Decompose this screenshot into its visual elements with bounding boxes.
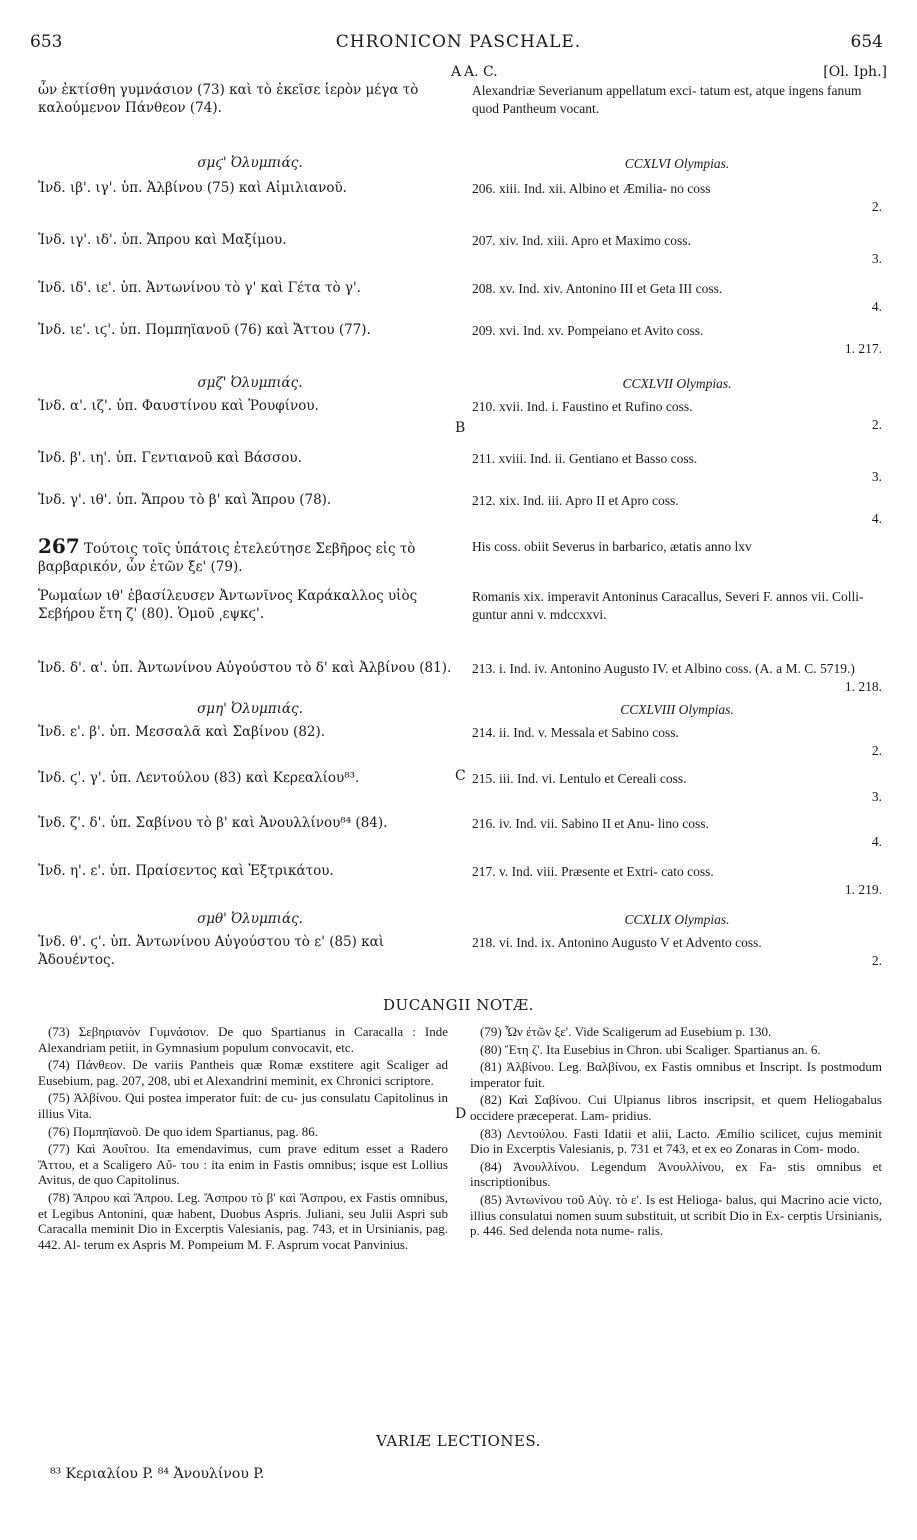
olympiad-heading: CCXLIX Olympias. — [624, 912, 730, 927]
consul-year-entry: 213. i. Ind. iv. Antonino Augusto IV. et Albino coss. (A. a M. C. 5719.) 1. 218. — [472, 661, 882, 694]
latin-paragraph: His coss. obiit Severus in barbarico, ætatis anno lxv — [472, 539, 752, 554]
footnote: (80) Ἔτη ζ'. Ita Eusebius in Chron. ubi Scaliger. Spartianus an. 6. — [480, 1041, 821, 1057]
olympiad-heading: CCXLVIII Olympias. — [620, 702, 734, 717]
footnote: (83) Λεντούλου. Fasti Idatii et alii, Lacto. Æmilio scilicet, cujus meminit Dio in Excerptis Valesianis, p. 731 et 743, et ex eo Zonaras in Com- modo. — [470, 1125, 882, 1157]
greek-paragraph: ὧν ἐκτίσθη γυμνάσιον (73) καὶ τὸ ἐκεῖσε ἱερὸν μέγα τὸ καλούμενον Πάνθεον (74). — [38, 82, 419, 116]
year-marker: 1. 218. — [844, 678, 882, 694]
notes-title: DUCANGII NOTÆ. — [383, 996, 534, 1014]
consul-line: Ἰνδ. θ'. ϛ'. ὑπ. Ἀντωνίνου Αὐγούστου τὸ ε' (85) καὶ Ἀδουέντος. — [38, 934, 385, 968]
page-number-left: 653 — [30, 32, 63, 52]
anno-christi-label: A. C. — [464, 64, 498, 80]
footnote: (84) Ἀνουλλίνου. Legendum Ἀνουλλίνου, ex Fa- stis omnibus et inscriptionibus. — [470, 1158, 882, 1190]
latin-paragraph: Alexandriæ Severianum appellatum exci- tatum est, atque ingens fanum quod Pantheum vocant. — [472, 83, 862, 116]
latin-paragraph: Romanis xix. imperavit Antoninus Caracallus, Severi F. annos vii. Colli- guntur anni v. mdccxxvi. — [472, 589, 864, 622]
year-marker: 2. — [871, 952, 882, 968]
margin-marker-b: B — [455, 420, 466, 436]
year-marker: 2. — [871, 416, 882, 432]
year-marker: 1. 219. — [844, 881, 882, 897]
footnote: (81) Ἀλβίνου. Leg. Βαλβίνου, ex Fastis omnibus et Inscript. Is postmodum imperator fuit. — [470, 1059, 882, 1090]
page-number-right: 654 — [850, 32, 883, 52]
olympiad-heading: σμη' Ὀλυμπιάς. — [197, 701, 303, 717]
margin-marker-a: A — [451, 64, 462, 80]
consul-year-entry: 218. vi. Ind. ix. Antonino Augusto V et Advento coss. 2. — [472, 935, 882, 968]
footnote: (75) Ἀλβίνου. Qui postea imperator fuit: de cu- jus consulatu Capitolinus in illius Vita. — [38, 1090, 448, 1121]
consul-line: Ἰνδ. ιβ'. ιγ'. ὑπ. Ἀλβίνου (75) καὶ Αἰμιλιανοῦ. — [38, 180, 347, 196]
olympiad-heading: CCXLVII Olympias. — [622, 376, 732, 391]
year-marker: 4. — [871, 833, 882, 849]
consul-year-entry: 207. xiv. Ind. xiii. Apro et Maximo coss. 3. — [472, 233, 882, 266]
running-title: CHRONICON PASCHALE. — [335, 32, 582, 52]
consul-year-entry: 216. iv. Ind. vii. Sabino II et Anu- lino coss. 4. — [472, 816, 882, 849]
consul-line: Ἰνδ. β'. ιη'. ὑπ. Γεντιανοῦ καὶ Βάσσου. — [38, 450, 302, 466]
year-marker: 3. — [871, 788, 882, 804]
year-marker: 4. — [871, 510, 882, 526]
footnote: (78) Ἄπρου καὶ Ἄπρου. Leg. Ἄσπρου τὸ β' καὶ Ἄσπρου, ex Fastis omnibus, et Legibus Antonini, quæ habent, Duobus Aspris. Juliani, seu Julii Aspri sub Caracalla meminit Dio in Excerptis Valesianis, pag. 743, et in Ursinianis, pag. 442. Al- terum ex Aspris M. Pompeium M. F. Asprum vocat Panvinius. — [38, 1189, 448, 1252]
footnote: (76) Πομπηϊανοῦ. De quo idem Spartianus, pag. 86. — [48, 1123, 319, 1139]
consul-line: Ἰνδ. α'. ιζ'. ὑπ. Φαυστίνου καὶ Ῥουφίνου. — [38, 398, 319, 414]
consul-line: Ἰνδ. ιγ'. ιδ'. ὑπ. Ἄπρου καὶ Μαξίμου. — [38, 232, 287, 248]
footnote: (74) Πάνθεον. De variis Pantheis quæ Romæ exstitere agit Scaliger ad Eusebium, pag. 207, 208, ubi et Alexandrini meminit, ex Chronici scriptore. — [38, 1057, 448, 1088]
year-marker: 2. — [871, 198, 882, 214]
greek-paragraph: Ῥωμαίων ιθ' ἐβασίλευσεν Ἀντωνῖνος Καράκαλλος υἱὸς Σεβήρου ἔτη ζ' (80). Ὁμοῦ ͵εψκϛ'. — [38, 588, 418, 622]
footnote: (79) Ὧν ἐτῶν ξε'. Vide Scaligerum ad Eusebium p. 130. — [480, 1024, 772, 1039]
consul-line: Ἰνδ. δ'. α'. ὑπ. Ἀντωνίνου Αὐγούστου τὸ δ' καὶ Ἀλβίνου (81). — [38, 660, 452, 676]
greek-paragraph: 267 Τούτοις τοῖς ὑπάτοις ἐτελεύτησε Σεβῆρος εἰς τὸ βαρβαρικόν, ὧν ἐτῶν ξε' (79). — [38, 534, 416, 575]
consul-line: Ἰνδ. η'. ε'. ὑπ. Πραίσεντος καὶ Ἐξτρικάτου. — [38, 863, 334, 879]
consul-year-entry: 212. xix. Ind. iii. Apro II et Apro coss. 4. — [472, 493, 882, 526]
variae-lectiones-title: VARIÆ LECTIONES. — [376, 1432, 541, 1450]
notes-left-column — [38, 1024, 448, 1254]
olympiad-heading: σμθ' Ὀλυμπιάς. — [197, 911, 303, 927]
year-marker: 1. 217. — [844, 340, 882, 356]
section-number: 267 — [38, 534, 80, 558]
notes-right-column — [470, 1024, 882, 1241]
consul-line: Ἰνδ. ζ'. δ'. ὑπ. Σαβίνου τὸ β' καὶ Ἀνουλλίνου⁸⁴ (84). — [38, 815, 388, 831]
consul-line: Ἰνδ. ε'. β'. ὑπ. Μεσσαλᾶ καὶ Σαβίνου (82). — [38, 724, 326, 740]
consul-year-entry: 208. xv. Ind. xiv. Antonino III et Geta III coss. 4. — [472, 281, 882, 314]
consul-line: Ἰνδ. ιδ'. ιε'. ὑπ. Ἀντωνίνου τὸ γ' καὶ Γέτα τὸ γ'. — [38, 280, 361, 296]
consul-year-entry: 210. xvii. Ind. i. Faustino et Rufino coss. 2. — [472, 399, 882, 432]
footnote: (77) Καὶ Ἀουΐτου. Ita emendavimus, cum prave editum esset a Radero Ἄττου, et a Scaligero Αὔ- του : ita enim in Fastis omnibus; isque est Lollius Avitus, de quo Capitolinus. — [38, 1141, 448, 1188]
year-marker: 3. — [871, 468, 882, 484]
consul-year-entry: 206. xiii. Ind. xii. Albino et Æmilia- no coss 2. — [472, 181, 882, 214]
year-marker: 2. — [871, 742, 882, 758]
year-marker: 4. — [871, 298, 882, 314]
footnote: (73) Σεβηριανὸν Γυμνάσιον. De quo Spartianus in Caracalla : Inde Alexandriam petiit, in Gymnasium populum convocavit, etc. — [38, 1024, 448, 1055]
year-marker: 3. — [871, 250, 882, 266]
olympiad-header-label: [Ol. Iph.] — [823, 64, 887, 80]
olympiad-heading: σμϛ' Ὀλυμπιάς. — [197, 155, 303, 171]
variant-readings: ⁸³ Κεριαλίου P. ⁸⁴ Ἀνουλίνου P. — [50, 1466, 265, 1482]
olympiad-heading: σμζ' Ὀλυμπιάς. — [197, 375, 303, 391]
olympiad-heading: CCXLVI Olympias. — [624, 156, 730, 171]
consul-year-entry: 209. xvi. Ind. xv. Pompeiano et Avito coss. 1. 217. — [472, 323, 882, 356]
consul-year-entry: 217. v. Ind. viii. Præsente et Extri- cato coss. 1. 219. — [472, 864, 882, 897]
margin-marker-c: C — [455, 768, 466, 784]
consul-line: Ἰνδ. γ'. ιθ'. ὑπ. Ἄπρου τὸ β' καὶ Ἄπρου (78). — [38, 492, 332, 508]
margin-marker-d: D — [455, 1106, 467, 1122]
consul-line: Ἰνδ. ϛ'. γ'. ὑπ. Λεντούλου (83) καὶ Κερεαλίου⁸³. — [38, 770, 360, 786]
consul-year-entry: 215. iii. Ind. vi. Lentulo et Cereali coss. 3. — [472, 771, 882, 804]
consul-year-entry: 211. xviii. Ind. ii. Gentiano et Basso coss. 3. — [472, 451, 882, 484]
footnote: (85) Ἀντωνίνου τοῦ Αὐγ. τὸ ε'. Is est Heliogа- balus, qui Macrino acie victo, illius consulatui nomen suum substituit, ut scribit Dio in Ex- cerptis Ursinianis, p. 446. Sed delenda nota nume- ralis. — [470, 1191, 883, 1239]
footnote: (82) Καὶ Σαβίνου. Cui Ulpianus libros inscripsit, et quem Heliogabalus occidere præceperat. Lam- pridius. — [470, 1092, 882, 1123]
consul-line: Ἰνδ. ιε'. ιϛ'. ὑπ. Πομπηϊανοῦ (76) καὶ Ἄττου (77). — [38, 322, 371, 338]
consul-year-entry: 214. ii. Ind. v. Messala et Sabino coss. 2. — [472, 725, 882, 758]
